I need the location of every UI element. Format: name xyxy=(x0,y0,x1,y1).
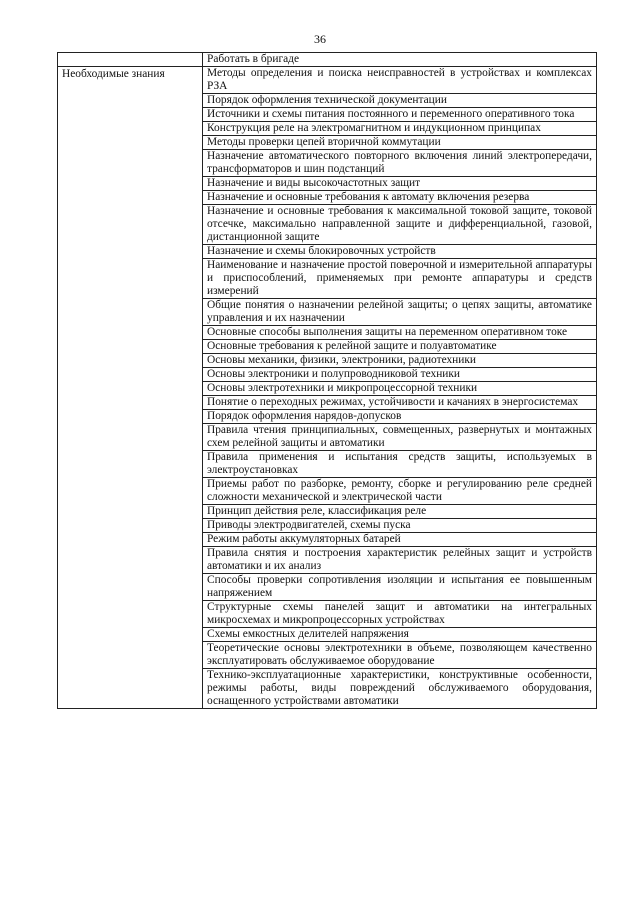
knowledge-item: Режим работы аккумуляторных батарей xyxy=(203,533,597,547)
knowledge-item: Порядок оформления нарядов-допусков xyxy=(203,410,597,424)
knowledge-item: Основы электроники и полупроводниковой техники xyxy=(203,368,597,382)
knowledge-item: Общие понятия о назначении релейной защиты; о цепях защиты, автоматике управления и их назначении xyxy=(203,299,597,326)
knowledge-item: Наименование и назначение простой поверочной и измерительной аппаратуры и приспособлений, применяемых при ремонте аппаратуры и средств измерений xyxy=(203,259,597,299)
knowledge-item: Правила применения и испытания средств защиты, используемых в электроустановках xyxy=(203,451,597,478)
knowledge-item: Назначение и основные требования к максимальной токовой защите, токовой отсечке, максимально направленной защите и дифференциальной, газовой, дистанционной защите xyxy=(203,205,597,245)
knowledge-item: Понятие о переходных режимах, устойчивости и качаниях в энергосистемах xyxy=(203,396,597,410)
knowledge-item: Способы проверки сопротивления изоляции и испытания ее повышенным напряжением xyxy=(203,574,597,601)
knowledge-item: Методы определения и поиска неисправностей в устройствах и комплексах РЗА xyxy=(203,67,597,94)
knowledge-item: Конструкция реле на электромагнитном и индукционном принципах xyxy=(203,122,597,136)
knowledge-item: Приемы работ по разборке, ремонту, сборке и регулированию реле средней сложности механической и электрической части xyxy=(203,478,597,505)
knowledge-item: Работать в бригаде xyxy=(203,53,597,67)
label-cell-empty xyxy=(58,53,203,67)
page-number: 36 xyxy=(314,32,326,46)
knowledge-item: Принцип действия реле, классификация реле xyxy=(203,505,597,519)
knowledge-item: Основы механики, физики, электроники, радиотехники xyxy=(203,354,597,368)
knowledge-item: Назначение автоматического повторного включения линий электропередачи, трансформаторов и шин подстанций xyxy=(203,150,597,177)
knowledge-item: Правила чтения принципиальных, совмещенных, развернутых и монтажных схем релейной защиты и автоматики xyxy=(203,424,597,451)
table-body xyxy=(58,53,597,709)
knowledge-item: Приводы электродвигателей, схемы пуска xyxy=(203,519,597,533)
knowledge-table xyxy=(57,52,597,709)
knowledge-item: Основы электротехники и микропроцессорной техники xyxy=(203,382,597,396)
table-row xyxy=(58,67,597,94)
knowledge-item: Основные способы выполнения защиты на переменном оперативном токе xyxy=(203,326,597,340)
knowledge-item: Структурные схемы панелей защит и автоматики на интегральных микросхемах и микропроцессорных устройствах xyxy=(203,601,597,628)
knowledge-item: Правила снятия и построения характеристик релейных защит и устройств автоматики и их анализ xyxy=(203,547,597,574)
knowledge-item: Основные требования к релейной защите и полуавтоматике xyxy=(203,340,597,354)
knowledge-item: Методы проверки цепей вторичной коммутации xyxy=(203,136,597,150)
knowledge-item: Назначение и виды высокочастотных защит xyxy=(203,177,597,191)
knowledge-item: Теоретические основы электротехники в объеме, позволяющем качественно эксплуатировать обслуживаемое оборудование xyxy=(203,642,597,669)
table-row xyxy=(58,53,597,67)
knowledge-item: Источники и схемы питания постоянного и переменного оперативного тока xyxy=(203,108,597,122)
knowledge-item: Схемы емкостных делителей напряжения xyxy=(203,628,597,642)
knowledge-item: Порядок оформления технической документации xyxy=(203,94,597,108)
knowledge-item: Назначение и схемы блокировочных устройств xyxy=(203,245,597,259)
knowledge-item: Назначение и основные требования к автомату включения резерва xyxy=(203,191,597,205)
section-label-cell: Необходимые знания xyxy=(58,67,203,709)
knowledge-item: Технико-эксплуатационные характеристики, конструктивные особенности, режимы работы, виды повреждений обслуживаемого оборудования, оснащенного устройствами автоматики xyxy=(203,669,597,709)
